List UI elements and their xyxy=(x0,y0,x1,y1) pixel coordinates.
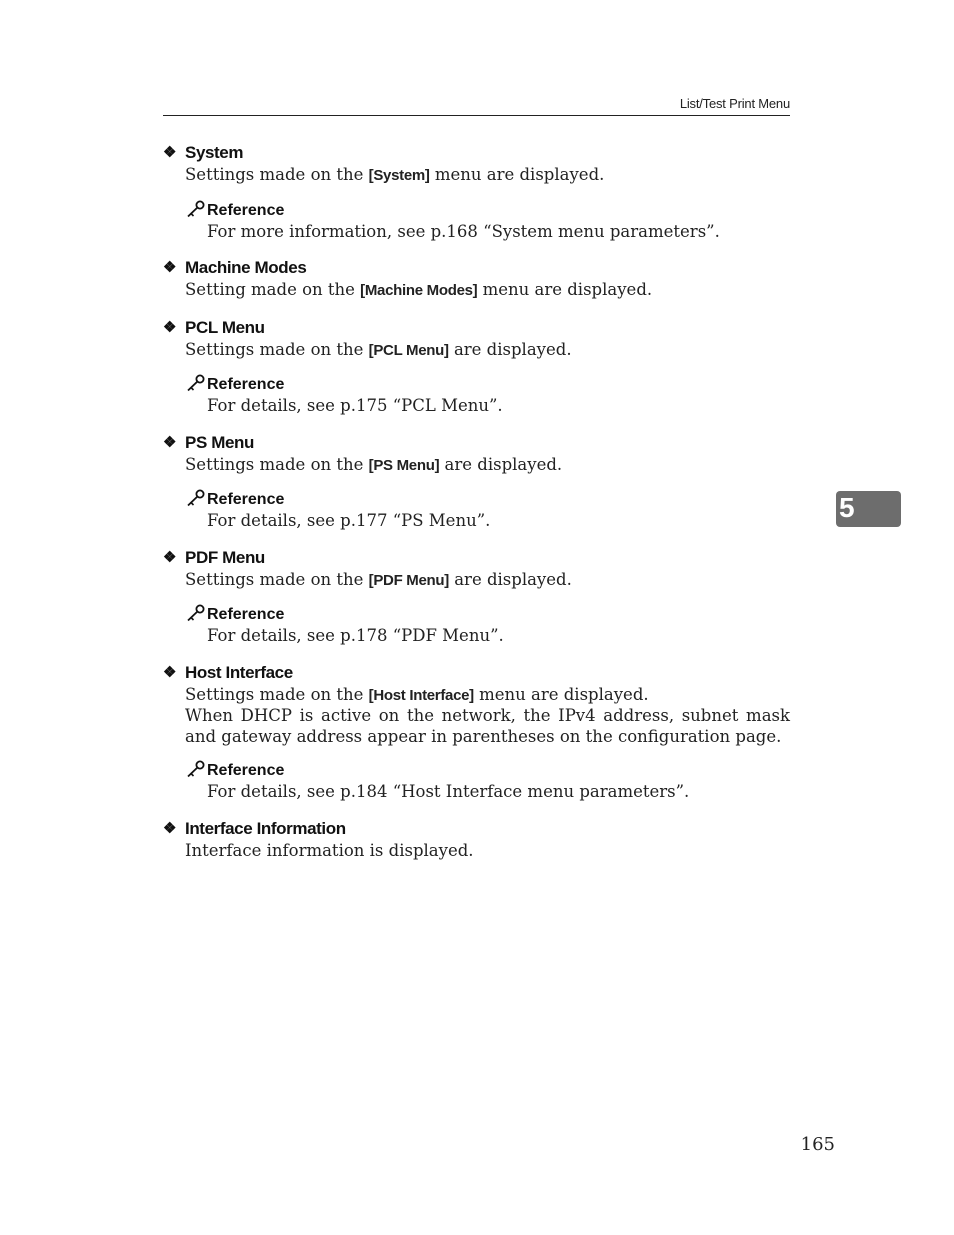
section-text: Interface information is displayed. xyxy=(185,840,474,860)
section-pdf-menu xyxy=(163,546,790,647)
reference-block xyxy=(185,199,790,243)
diamond-bullet-icon: ❖ xyxy=(163,318,177,336)
reference-label: Reference xyxy=(207,606,285,623)
section-title: System xyxy=(185,143,244,162)
section-title: Interface Information xyxy=(185,818,346,838)
key-icon xyxy=(186,374,206,392)
diamond-bullet-icon: ❖ xyxy=(163,144,177,161)
section-text: Settings made on the [System] menu are displayed. xyxy=(185,165,605,184)
reference-block xyxy=(185,373,790,417)
section-text: Settings made on the [PS Menu] are displayed. xyxy=(185,454,563,474)
section-machine-modes xyxy=(163,256,790,302)
section-text-extra: When DHCP is active on the network, the IPv4 address, subnet mask and gateway address appear in parentheses on the configuration page. xyxy=(185,706,790,746)
section-system xyxy=(163,141,790,242)
key-icon xyxy=(186,489,206,507)
reference-block xyxy=(185,488,790,532)
reference-label: Reference xyxy=(207,201,285,219)
key-icon xyxy=(186,760,206,778)
section-heading xyxy=(163,817,790,841)
chapter-number: 5 xyxy=(839,492,855,523)
reference-label: Reference xyxy=(207,491,285,508)
key-icon xyxy=(186,200,206,218)
header-title: List/Test Print Menu xyxy=(679,96,790,111)
reference-text: For details, see p.177 “PS Menu”. xyxy=(207,511,491,530)
section-heading xyxy=(163,256,790,280)
chapter-tab xyxy=(836,491,901,527)
reference-heading xyxy=(185,199,790,221)
diamond-bullet-icon: ❖ xyxy=(163,259,177,276)
reference-heading xyxy=(185,373,790,395)
reference-block xyxy=(185,759,790,803)
section-text: Settings made on the [PCL Menu] are displayed. xyxy=(185,339,572,359)
section-host-interface xyxy=(163,661,790,803)
menu-key-label: [PS Menu] xyxy=(368,456,440,474)
section-title: Machine Modes xyxy=(185,258,307,277)
section-heading xyxy=(163,546,790,570)
section-heading xyxy=(163,141,790,165)
section-text: Settings made on the [PDF Menu] are displayed. xyxy=(185,569,572,589)
reference-text: For more information, see p.168 “System menu parameters”. xyxy=(207,221,720,241)
menu-key-label: [PCL Menu] xyxy=(368,341,449,359)
section-title: PS Menu xyxy=(185,432,254,452)
key-icon xyxy=(186,604,206,622)
diamond-bullet-icon: ❖ xyxy=(163,433,177,451)
section-pcl-menu xyxy=(163,316,790,417)
section-interface-information xyxy=(163,817,790,862)
section-heading xyxy=(163,316,790,340)
reference-block xyxy=(185,603,790,647)
page-number: 165 xyxy=(800,1134,835,1155)
reference-text: For details, see p.184 “Host Interface menu parameters”. xyxy=(207,782,690,801)
menu-key-label: [Machine Modes] xyxy=(360,282,478,299)
section-heading xyxy=(163,661,790,685)
section-heading xyxy=(163,431,790,455)
section-text: Settings made on the [Host Interface] menu are displayed. xyxy=(185,684,649,704)
reference-heading xyxy=(185,488,790,510)
section-text: Setting made on the [Machine Modes] menu are displayed. xyxy=(185,280,653,299)
reference-heading xyxy=(185,759,790,781)
menu-key-label: [PDF Menu] xyxy=(368,571,449,589)
reference-text: For details, see p.175 “PCL Menu”. xyxy=(207,396,503,415)
section-ps-menu xyxy=(163,431,790,532)
main-content xyxy=(163,141,790,875)
reference-label: Reference xyxy=(207,376,285,393)
diamond-bullet-icon: ❖ xyxy=(163,819,177,837)
section-title: PDF Menu xyxy=(185,547,265,567)
diamond-bullet-icon: ❖ xyxy=(163,663,177,681)
reference-label: Reference xyxy=(207,762,285,779)
page-header xyxy=(163,96,790,116)
menu-key-label: [Host Interface] xyxy=(368,686,474,704)
reference-text: For details, see p.178 “PDF Menu”. xyxy=(207,626,504,645)
diamond-bullet-icon: ❖ xyxy=(163,548,177,566)
menu-key-label: [System] xyxy=(368,167,430,184)
reference-heading xyxy=(185,603,790,625)
section-title: Host Interface xyxy=(185,662,293,682)
section-title: PCL Menu xyxy=(185,317,265,337)
